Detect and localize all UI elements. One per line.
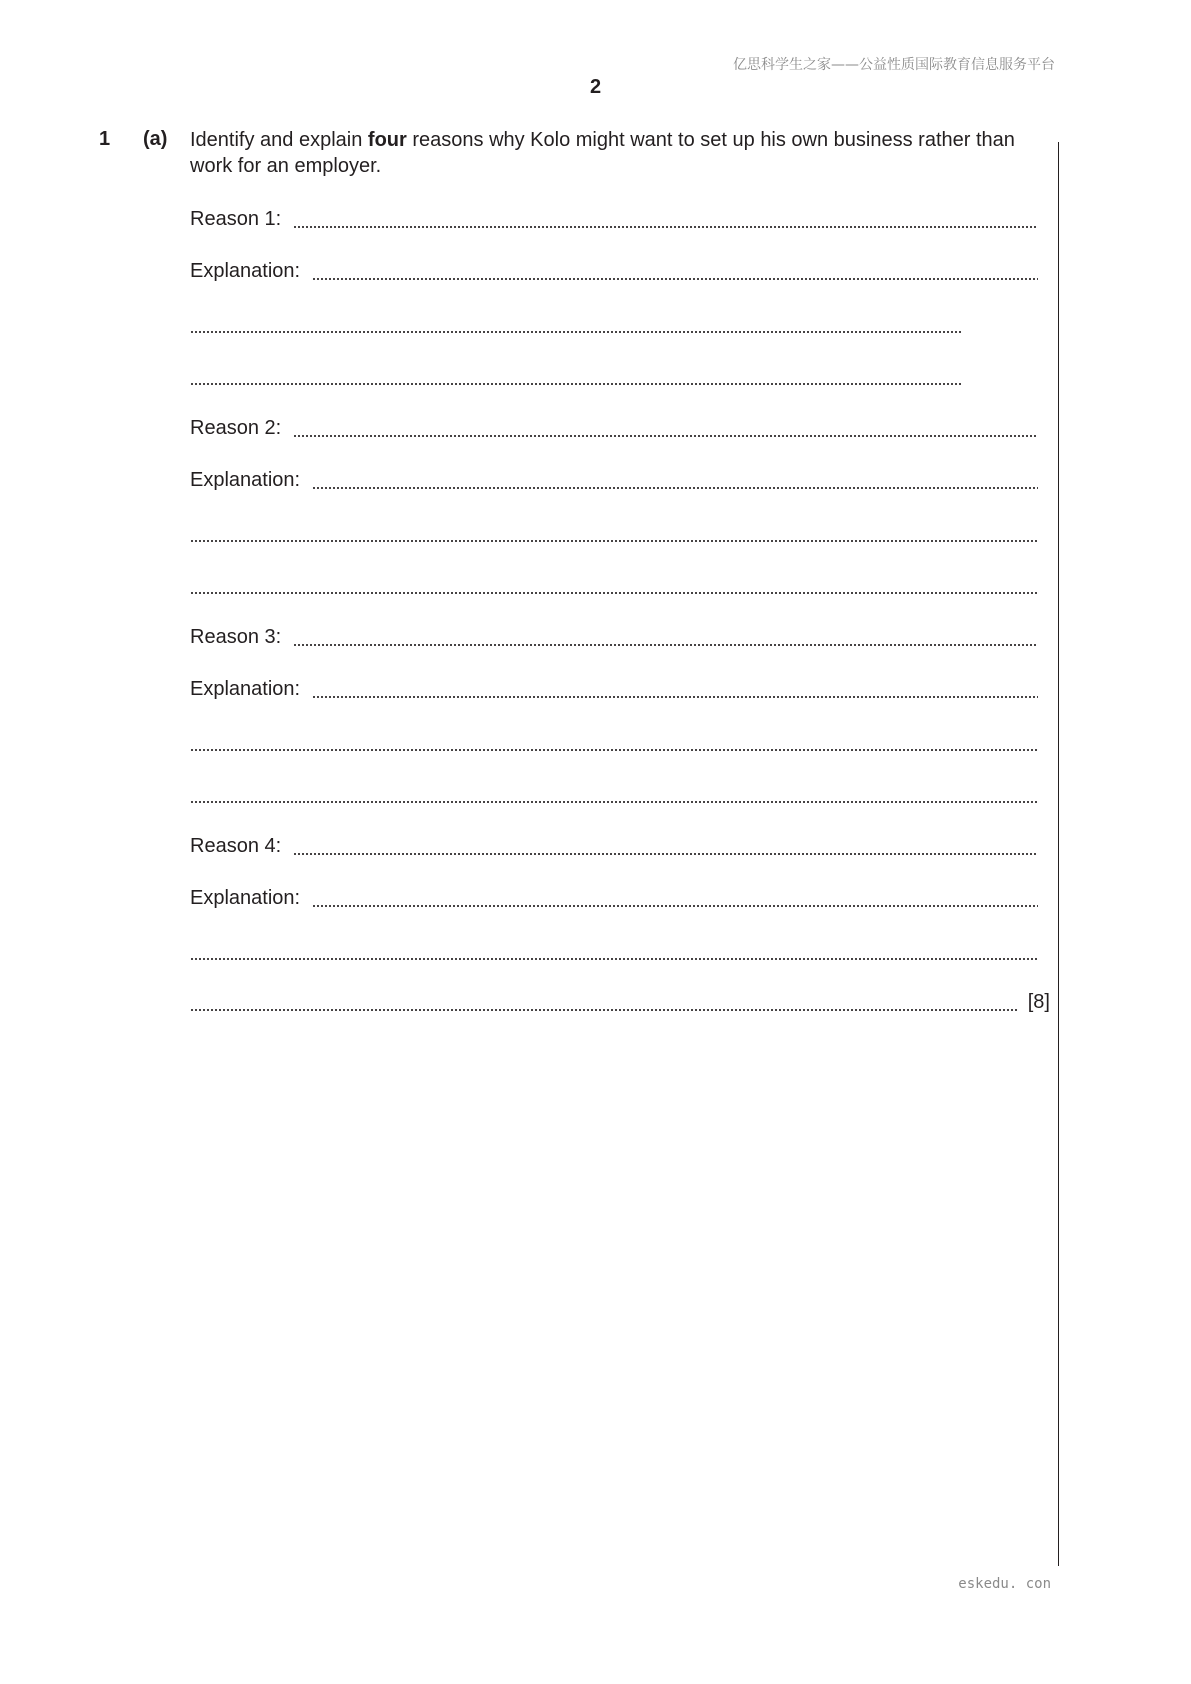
explanation-2-line[interactable] xyxy=(190,466,1038,492)
explanation-1-continuation-2[interactable] xyxy=(190,362,1038,388)
explanation-4-label: Explanation: xyxy=(190,887,301,909)
reason-2-line[interactable] xyxy=(190,414,1038,440)
explanation-2-continuation-2[interactable] xyxy=(190,571,1038,597)
explanation-1-continuation-1[interactable] xyxy=(190,310,1038,336)
question-number: 1 xyxy=(99,128,111,150)
answer-dots[interactable] xyxy=(293,836,1038,856)
explanation-3-line[interactable] xyxy=(190,675,1038,701)
footer-watermark: eskedu. con xyxy=(958,1576,1051,1592)
explanation-3-continuation-1[interactable] xyxy=(190,728,1038,754)
explanation-1-line[interactable] xyxy=(190,257,1038,283)
reason-4-label: Reason 4: xyxy=(190,835,282,857)
answer-dots[interactable] xyxy=(293,418,1038,438)
explanation-2-label: Explanation: xyxy=(190,469,301,491)
answer-dots[interactable] xyxy=(190,314,962,334)
header-watermark: 亿思科学生之家——公益性质国际教育信息服务平台 xyxy=(733,57,1055,73)
answer-dots[interactable] xyxy=(312,261,1038,281)
explanation-3-label: Explanation: xyxy=(190,678,301,700)
answer-dots[interactable] xyxy=(190,523,1038,543)
question-text-end: reasons why Kolo might want to set up his own business rather than work for an employer. xyxy=(190,129,1015,177)
answer-dots[interactable] xyxy=(190,732,1038,752)
answer-dots[interactable] xyxy=(293,209,1038,229)
question-text-emphasis: four xyxy=(367,129,407,151)
answer-dots[interactable] xyxy=(312,888,1038,908)
answer-dots[interactable] xyxy=(190,366,962,386)
question-part-label: (a) xyxy=(143,128,168,150)
reason-1-line[interactable] xyxy=(190,205,1038,231)
marks-allocation: [8] xyxy=(1027,991,1050,1013)
reason-2-label: Reason 2: xyxy=(190,417,282,439)
answer-dots[interactable] xyxy=(312,470,1038,490)
explanation-4-line[interactable] xyxy=(190,884,1038,910)
page-number: 2 xyxy=(589,76,602,98)
reason-1-label: Reason 1: xyxy=(190,208,282,230)
answer-dots[interactable] xyxy=(190,941,1038,961)
answer-dots[interactable] xyxy=(190,784,1038,804)
question-text-start: Identify and explain xyxy=(190,129,368,151)
question-text xyxy=(190,127,1050,179)
margin-rule xyxy=(1058,142,1059,1566)
explanation-4-continuation-2[interactable] xyxy=(190,988,1050,1014)
answer-dots[interactable] xyxy=(293,627,1038,647)
reason-4-line[interactable] xyxy=(190,832,1038,858)
explanation-2-continuation-1[interactable] xyxy=(190,519,1038,545)
answer-dots[interactable] xyxy=(190,575,1038,595)
explanation-4-continuation-1[interactable] xyxy=(190,937,1038,963)
reason-3-line[interactable] xyxy=(190,623,1038,649)
answer-dots[interactable] xyxy=(190,992,1018,1012)
explanation-1-label: Explanation: xyxy=(190,260,301,282)
reason-3-label: Reason 3: xyxy=(190,626,282,648)
answer-dots[interactable] xyxy=(312,679,1038,699)
explanation-3-continuation-2[interactable] xyxy=(190,780,1038,806)
